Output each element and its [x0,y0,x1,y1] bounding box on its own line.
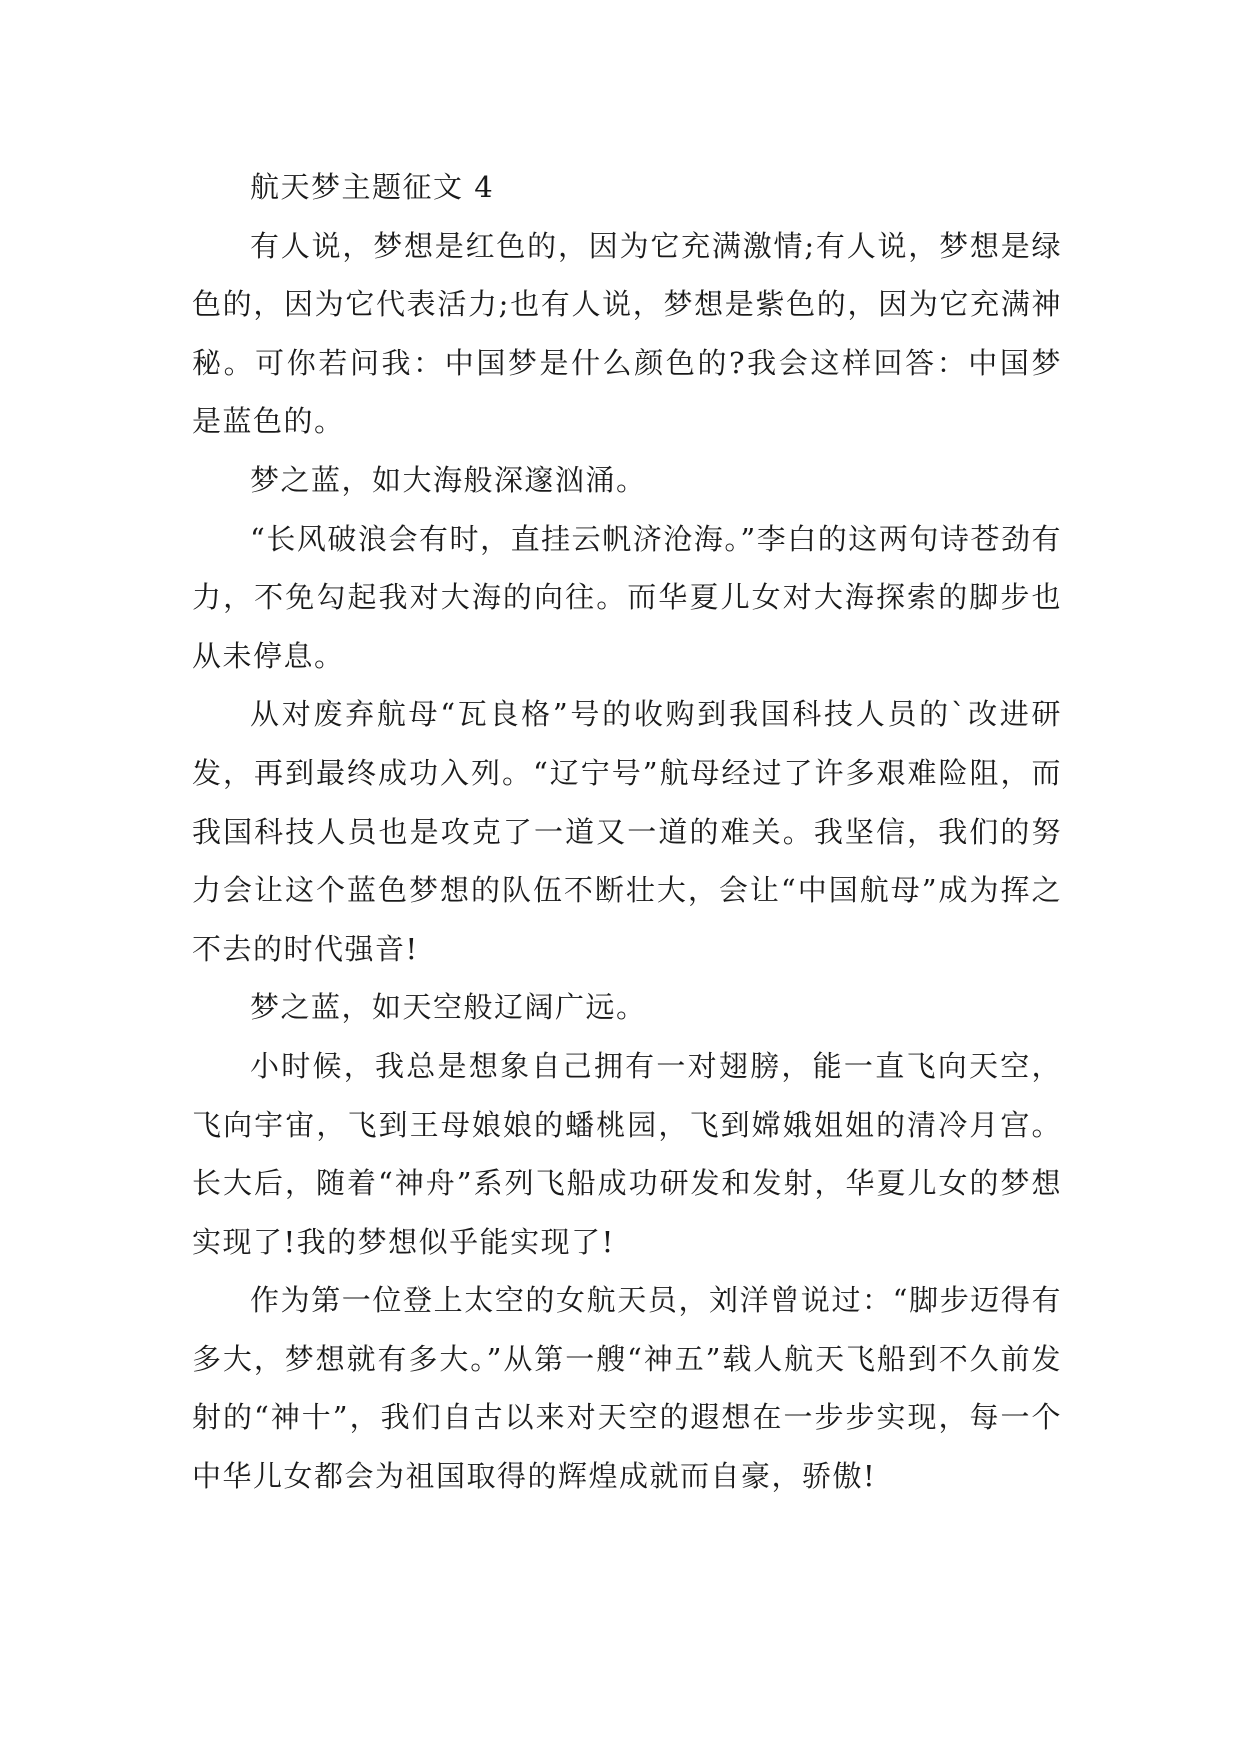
paragraph: 作为第一位登上太空的女航天员，刘洋曾说过：“脚步迈得有多大，梦想就有多大。”从第一艘“神五”载人航天飞船到不久前发射的“神十”，我们自古以来对天空的遐想在一步步实现，每一个中华儿女都会为祖国取得的辉煌成就而自豪，骄傲! [192,1283,1062,1494]
paragraph: 梦之蓝，如大海般深邃汹涌。 [250,462,647,497]
paragraph: 小时候，我总是想象自己拥有一对翅膀，能一直飞向天空，飞向宇宙，飞到王母娘娘的蟠桃园，飞到嫦娥姐姐的清冷月宫。长大后，随着“神舟”系列飞船成功研发和发射，华夏儿女的梦想实现了!我的梦想似乎能实现了! [192,1048,1062,1259]
paragraph: 有人说，梦想是红色的，因为它充满激情;有人说，梦想是绿色的，因为它代表活力;也有人说，梦想是紫色的，因为它充满神秘。可你若问我：中国梦是什么颜色的?我会这样回答：中国梦是蓝色的。 [192,228,1062,439]
paragraph: “长风破浪会有时，直挂云帆济沧海。”李白的这两句诗苍劲有力，不免勾起我对大海的向往。而华夏儿女对大海探索的脚步也从未停息。 [192,521,1062,673]
document-title: 航天梦主题征文 4 [250,170,495,204]
paragraph: 梦之蓝，如天空般辽阔广远。 [250,990,647,1025]
document-body [192,158,1062,1506]
paragraph: 从对废弃航母“瓦良格”号的收购到我国科技人员的`改进研发，再到最终成功入列。“辽宁号”航母经过了许多艰难险阻，而我国科技人员也是攻克了一道又一道的难关。我坚信，我们的努力会让这个蓝色梦想的队伍不断壮大，会让“中国航母”成为挥之不去的时代强音! [192,697,1062,966]
